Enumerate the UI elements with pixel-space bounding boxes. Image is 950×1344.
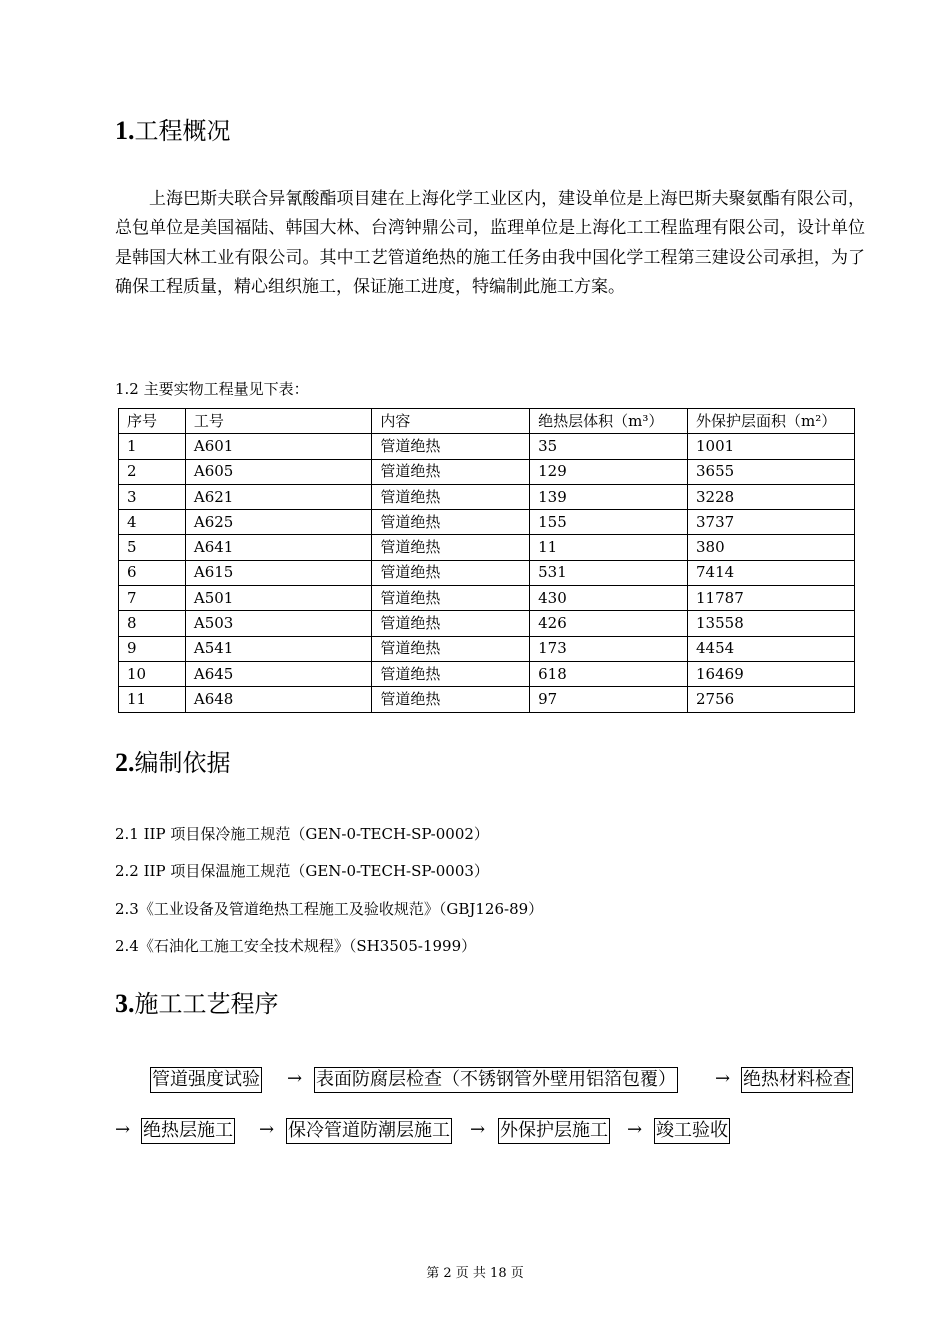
table-cell: 管道绝热 <box>372 560 530 585</box>
table-cell: A615 <box>185 560 372 585</box>
flow-arrow-icon: → <box>627 1119 643 1140</box>
reference-item: 2.3《工业设备及管道绝热工程施工及验收规范》（GBJ126-89） <box>115 900 544 918</box>
table-row <box>119 636 855 661</box>
flow-step-coating-check: 表面防腐层检查（不锈钢管外壁用铝箔包覆） <box>314 1067 678 1093</box>
table-cell: 2 <box>119 459 186 484</box>
table-cell: 129 <box>530 459 688 484</box>
table-cell: 11787 <box>688 586 855 611</box>
table-cell: 618 <box>530 661 688 686</box>
table-cell: 10 <box>119 661 186 686</box>
section-2-heading: 2.编制依据 <box>115 748 231 777</box>
table-header-row <box>119 409 855 434</box>
table-row <box>119 661 855 686</box>
table-row <box>119 484 855 509</box>
intro-paragraph: 上海巴斯夫联合异氰酸酯项目建在上海化学工业区内，建设单位是上海巴斯夫聚氨酯有限公司，总包单位是美国福陆、韩国大林、台湾钟鼎公司，监理单位是上海化工工程监理有限公司，设计单位是韩国大林工业有限公司。其中工艺管道绝热的施工任务由我中国化学工程第三建设公司承担，为了确保工程质量，精心组织施工，保证施工进度，特编制此施工方案。 <box>115 189 865 297</box>
table-cell: A501 <box>185 586 372 611</box>
table-cell: A601 <box>185 434 372 459</box>
table-cell: 3228 <box>688 484 855 509</box>
table-caption: 1.2 主要实物工程量见下表： <box>115 380 309 398</box>
column-header: 绝热层体积（m³） <box>530 409 688 434</box>
table-cell: A625 <box>185 510 372 535</box>
table-cell: 管道绝热 <box>372 586 530 611</box>
table-row <box>119 560 855 585</box>
column-header: 工号 <box>185 409 372 434</box>
table-cell: 3737 <box>688 510 855 535</box>
quantities-table <box>118 408 855 713</box>
table-cell: 5 <box>119 535 186 560</box>
flow-step-pressure-test: 管道强度试验 <box>150 1067 262 1093</box>
table-cell: 4 <box>119 510 186 535</box>
flow-arrow-icon: → <box>470 1119 486 1140</box>
table-cell: 管道绝热 <box>372 510 530 535</box>
table-cell: 11 <box>119 687 186 712</box>
table-cell: 管道绝热 <box>372 687 530 712</box>
table-cell: 8 <box>119 611 186 636</box>
flow-step-protective-layer: 外保护层施工 <box>498 1118 610 1144</box>
reference-item: 2.4《石油化工施工安全技术规程》（SH3505-1999） <box>115 937 477 955</box>
flow-arrow-icon: → <box>715 1068 731 1089</box>
section-3-heading: 3.施工工艺程序 <box>115 989 279 1018</box>
table-row <box>119 586 855 611</box>
table-cell: 管道绝热 <box>372 535 530 560</box>
table-cell: 426 <box>530 611 688 636</box>
column-header: 外保护层面积（m²） <box>688 409 855 434</box>
table-cell: 35 <box>530 434 688 459</box>
table-cell: 1 <box>119 434 186 459</box>
table-cell: 3655 <box>688 459 855 484</box>
table-cell: A541 <box>185 636 372 661</box>
table-cell: 16469 <box>688 661 855 686</box>
table-cell: A641 <box>185 535 372 560</box>
table-cell: A645 <box>185 661 372 686</box>
table-cell: 管道绝热 <box>372 611 530 636</box>
flow-step-insulation-layer: 绝热层施工 <box>141 1118 235 1144</box>
flow-step-material-check: 绝热材料检查 <box>741 1067 853 1093</box>
table-cell: 6 <box>119 560 186 585</box>
section-1-heading: 1.工程概况 <box>115 116 231 145</box>
table-cell: 7414 <box>688 560 855 585</box>
table-cell: 11 <box>530 535 688 560</box>
table-row <box>119 510 855 535</box>
table-row <box>119 434 855 459</box>
table-cell: 管道绝热 <box>372 484 530 509</box>
table-row <box>119 459 855 484</box>
table-cell: 2756 <box>688 687 855 712</box>
table-cell: A503 <box>185 611 372 636</box>
reference-item: 2.2 IIP 项目保温施工规范（GEN-0-TECH-SP-0003） <box>115 862 489 880</box>
table-cell: 139 <box>530 484 688 509</box>
table-cell: 管道绝热 <box>372 636 530 661</box>
table-cell: A605 <box>185 459 372 484</box>
table-cell: 430 <box>530 586 688 611</box>
table-row <box>119 687 855 712</box>
table-cell: 9 <box>119 636 186 661</box>
table-row <box>119 611 855 636</box>
table-cell: A621 <box>185 484 372 509</box>
page-footer: 第 2 页 共 18 页 <box>426 1266 524 1281</box>
table-cell: 4454 <box>688 636 855 661</box>
table-cell: 1001 <box>688 434 855 459</box>
flow-arrow-icon: → <box>287 1068 303 1089</box>
table-row <box>119 535 855 560</box>
flow-step-acceptance: 竣工验收 <box>654 1118 730 1144</box>
table-cell: 97 <box>530 687 688 712</box>
table-cell: 管道绝热 <box>372 661 530 686</box>
table-cell: 管道绝热 <box>372 434 530 459</box>
column-header: 内容 <box>372 409 530 434</box>
column-header: 序号 <box>119 409 186 434</box>
table-cell: 7 <box>119 586 186 611</box>
table-cell: 531 <box>530 560 688 585</box>
table-cell: 173 <box>530 636 688 661</box>
flow-arrow-icon: → <box>259 1119 275 1140</box>
flow-step-moisture-barrier: 保冷管道防潮层施工 <box>286 1118 452 1144</box>
table-cell: 3 <box>119 484 186 509</box>
table-cell: A648 <box>185 687 372 712</box>
table-cell: 13558 <box>688 611 855 636</box>
table-cell: 管道绝热 <box>372 459 530 484</box>
flow-arrow-icon: → <box>115 1119 131 1140</box>
table-cell: 155 <box>530 510 688 535</box>
reference-item: 2.1 IIP 项目保冷施工规范（GEN-0-TECH-SP-0002） <box>115 825 489 843</box>
table-cell: 380 <box>688 535 855 560</box>
